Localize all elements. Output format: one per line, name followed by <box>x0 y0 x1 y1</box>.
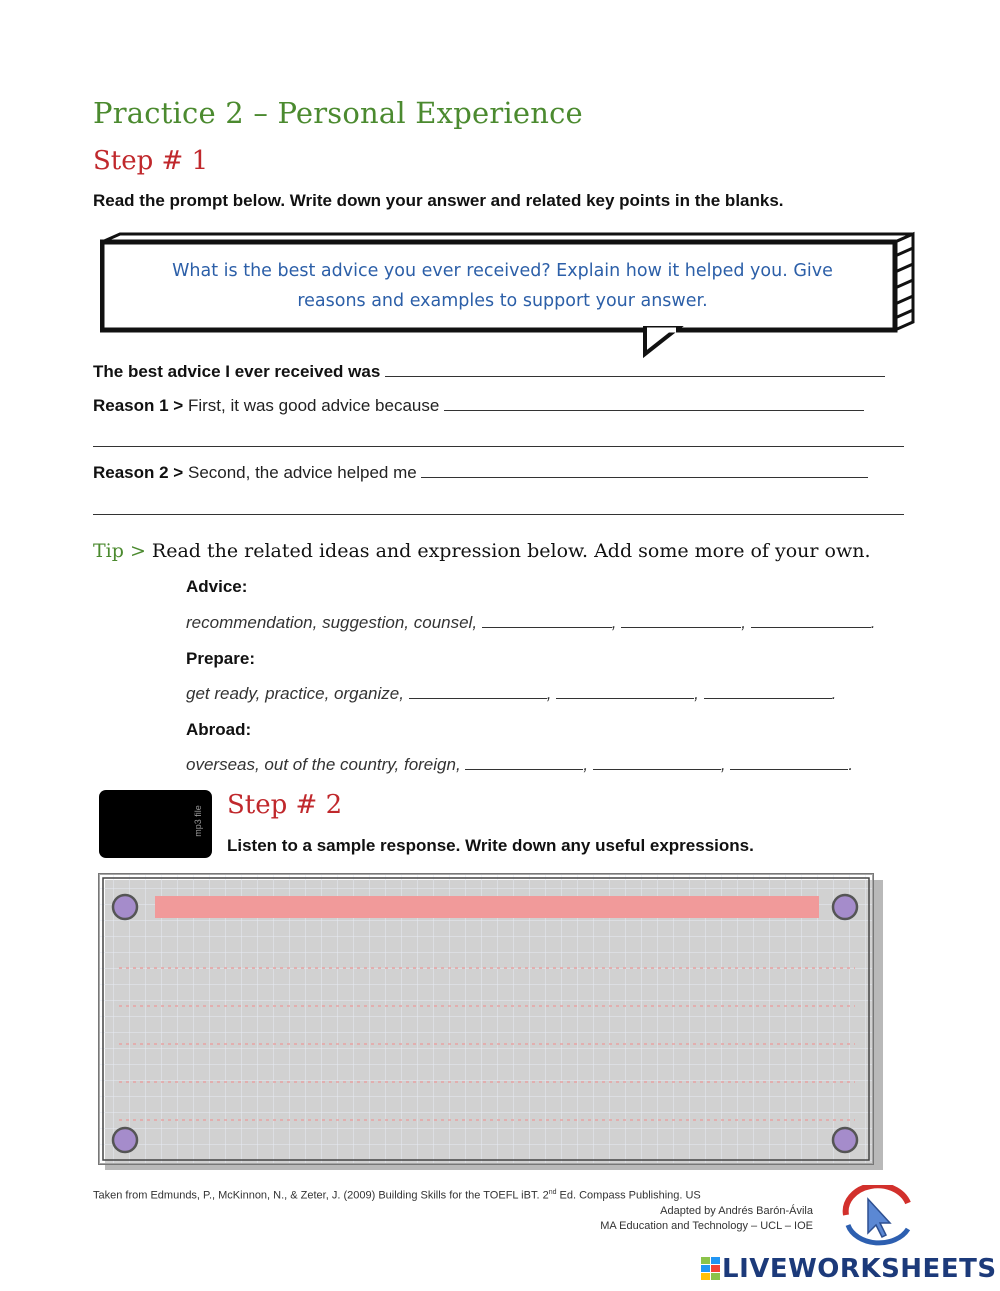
liveworksheets-wordmark: LIVEWORKSHEETS <box>722 1254 997 1284</box>
cursor-icon <box>868 1199 890 1237</box>
vocab-abroad-line: overseas, out of the country, foreign, , , . <box>186 755 854 774</box>
citation-text: Taken from Edmunds, P., McKinnon, N., & Zeter, J. (2009) Building Skills for the TOEFL iBT. 2 <box>93 1189 549 1202</box>
reason-2-text: Second, the advice helped me <box>187 463 417 482</box>
reason-2-row <box>93 463 868 483</box>
prompt-line-2: reasons and examples to support your answer. <box>297 291 708 311</box>
reason-1-blank[interactable] <box>444 397 864 411</box>
vocab-blank[interactable] <box>730 756 848 770</box>
reason-1-text: First, it was good advice because <box>187 396 440 415</box>
vocab-blank[interactable] <box>409 685 547 699</box>
affiliation: MA Education and Technology – UCL – IOE <box>600 1220 813 1232</box>
vocab-prepare-words: get ready, practice, organize, <box>186 684 404 703</box>
step-2-instruction: Listen to a sample response. Write down any useful expressions. <box>227 836 754 855</box>
best-advice-label: The best advice I ever received was <box>93 362 381 381</box>
notes-writing-area[interactable] <box>97 872 887 1172</box>
reason-1-label: Reason 1 > <box>93 396 184 415</box>
reason-1-row <box>93 396 864 416</box>
vocab-abroad-heading: Abroad: <box>186 720 252 739</box>
vocab-abroad-words: overseas, out of the country, foreign, <box>186 755 461 774</box>
audio-player-label: mp3 file <box>193 805 203 837</box>
citation-end: Ed. Compass Publishing. US <box>556 1189 701 1202</box>
step-1-heading: Step # 1 <box>93 146 209 176</box>
learning-practice-logo <box>836 1185 918 1251</box>
vocab-blank[interactable] <box>556 685 694 699</box>
vocab-blank[interactable] <box>465 756 583 770</box>
page-title: Practice 2 – Personal Experience <box>93 96 583 130</box>
vocab-blank[interactable] <box>593 756 721 770</box>
vocab-blank[interactable] <box>482 614 612 628</box>
citation <box>93 1189 701 1202</box>
tip-label: Tip > <box>93 540 146 562</box>
liveworksheets-badge-icon <box>700 1256 722 1282</box>
vocab-prepare-line: get ready, practice, organize, , , . <box>186 684 837 703</box>
prompt-text <box>120 256 885 316</box>
vocab-blank[interactable] <box>704 685 832 699</box>
reason-2-continuation-line[interactable] <box>93 514 904 515</box>
reason-1-continuation-line[interactable] <box>93 446 904 447</box>
prompt-line-1: What is the best advice you ever received? Explain how it helped you. Give <box>172 261 833 281</box>
best-advice-blank[interactable] <box>385 363 885 377</box>
tip-text: Read the related ideas and expression below. Add some more of your own. <box>151 540 871 562</box>
citation-superscript: nd <box>548 1189 557 1196</box>
audio-player[interactable] <box>99 790 212 858</box>
vocab-advice-line: recommendation, suggestion, counsel, , , . <box>186 613 876 632</box>
step-2-heading: Step # 2 <box>227 790 343 820</box>
reason-2-label: Reason 2 > <box>93 463 184 482</box>
best-advice-row <box>93 362 885 382</box>
vocab-blank[interactable] <box>751 614 871 628</box>
adapted-by: Adapted by Andrés Barón-Ávila <box>660 1205 813 1217</box>
vocab-advice-words: recommendation, suggestion, counsel, <box>186 613 478 632</box>
vocab-advice-heading: Advice: <box>186 577 248 596</box>
step-1-instruction: Read the prompt below. Write down your answer and related key points in the blanks. <box>93 191 784 210</box>
tip-line <box>93 540 871 562</box>
vocab-prepare-heading: Prepare: <box>186 649 255 668</box>
vocab-blank[interactable] <box>621 614 741 628</box>
reason-2-blank[interactable] <box>421 464 868 478</box>
